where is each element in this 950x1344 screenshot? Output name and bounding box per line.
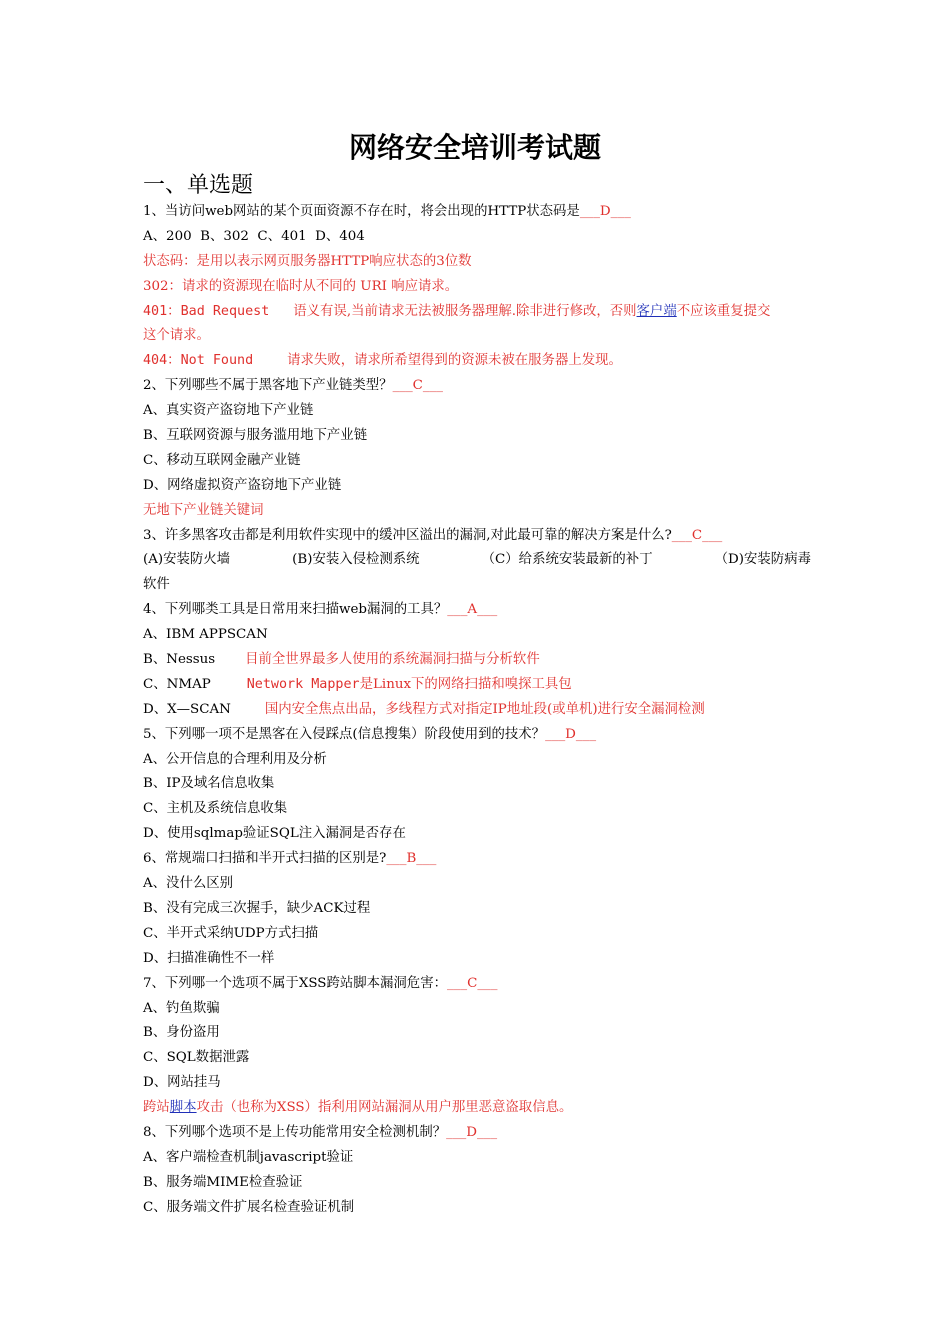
- q1-note-status: 状态码：是用以表示网页服务器HTTP响应状态的3位数: [143, 253, 472, 269]
- q1-note-401-tail: 不应该重复提交: [676, 303, 771, 319]
- q7-note-pre: 跨站: [143, 1100, 170, 1116]
- q6-option-b: B、没有完成三次握手，缺少ACK过程: [143, 900, 371, 916]
- q1-stem: [143, 200, 813, 225]
- script-link[interactable]: 脚本: [169, 1100, 197, 1116]
- q6-option-d: D、扫描准确性不一样: [143, 950, 275, 966]
- q2-option-a: A、真实资产盗窃地下产业链: [143, 403, 314, 419]
- q2-answer: C: [412, 378, 423, 394]
- q4-option-b-label: B、Nessus: [143, 652, 216, 668]
- q7-blank: ___C___: [446, 975, 498, 991]
- q1-stem-text: 1、当访问web网站的某个页面资源不存在时，将会出现的HTTP状态码是: [143, 204, 580, 219]
- q1-note-404-text: 请求失败，请求所希望得到的资源未被在服务器上发现。: [287, 353, 622, 369]
- document-title: 网络安全培训考试题: [348, 131, 601, 164]
- q2-option-c: C、移动互联网金融产业链: [143, 452, 301, 468]
- q4-option-d: [143, 698, 813, 723]
- q4-stem-text: 4、下列哪类工具是日常用来扫描web漏洞的工具？: [143, 602, 448, 618]
- q3-stem-text: 3、许多黑客攻击都是利用软件实现中的缓冲区溢出的漏洞,对此最可靠的解决方案是什么?: [143, 527, 672, 543]
- q8-option-a: A、客户端检查机制javascript验证: [143, 1149, 354, 1165]
- q3-blank: ___C___: [671, 527, 723, 543]
- q6-stem-text: 6、常规端口扫描和半开式扫描的区别是?: [143, 851, 387, 867]
- q8-blank: ___D___: [446, 1124, 498, 1140]
- q8-stem: [143, 1121, 813, 1146]
- q5-option-c: C、主机及系统信息收集: [143, 801, 288, 817]
- q5-option-d: D、使用sqlmap验证SQL注入漏洞是否存在: [143, 826, 406, 842]
- q7-option-d: D、网站挂马: [143, 1075, 221, 1091]
- q3-option-d-cont: 软件: [143, 577, 170, 593]
- q3-option-c: （C）给系统安装最新的补丁: [481, 552, 653, 568]
- q3-option-d: （D)安装防病毒: [714, 552, 811, 568]
- q8-stem-text: 8、下列哪个选项不是上传功能常用安全检测机制？: [143, 1124, 447, 1140]
- q7-note: [143, 1096, 813, 1121]
- q4-option-c-note: 是Linux下的网络扫描和嗅探工具包: [359, 676, 572, 692]
- q1-note-404: [143, 349, 813, 374]
- q1-note-302: 302：请求的资源现在临时从不同的 URI 响应请求。: [143, 278, 459, 294]
- q6-option-c: C、半开式采纳UDP方式扫描: [143, 925, 319, 941]
- q2-note: 无地下产业链关键词: [143, 502, 264, 518]
- q5-option-a: A、公开信息的合理利用及分析: [143, 751, 327, 767]
- q4-stem: [143, 598, 813, 623]
- q1-blank: ___D___: [579, 204, 631, 219]
- q5-option-b: B、IP及域名信息收集: [143, 776, 275, 792]
- q7-option-b: B、身份盗用: [143, 1025, 220, 1041]
- q7-stem: [143, 972, 813, 997]
- client-link[interactable]: 客户端: [636, 303, 677, 319]
- q4-option-c-note-code: Network Mapper: [246, 676, 360, 692]
- q2-stem: [143, 374, 813, 399]
- q1-note-401: [143, 300, 813, 325]
- q6-stem: [143, 847, 813, 872]
- q2-blank: ___C___: [392, 378, 443, 394]
- q5-blank: ___D___: [545, 726, 597, 742]
- q4-answer: A: [467, 602, 478, 618]
- q7-answer: C: [467, 975, 478, 991]
- q8-answer: D: [466, 1124, 477, 1140]
- q8-option-b: B、服务端MIME检查验证: [143, 1174, 303, 1190]
- q4-option-d-label: D、X—SCAN: [143, 701, 231, 717]
- q6-blank: ___B___: [386, 851, 437, 867]
- q4-blank: ___A___: [447, 602, 498, 618]
- q3-answer: C: [691, 527, 703, 543]
- q7-note-post: 攻击（也称为XSS）指利用网站漏洞从用户那里恶意盗取信息。: [196, 1100, 573, 1116]
- q8-option-c: C、服务端文件扩展名检查验证机制: [143, 1199, 355, 1215]
- q2-option-b: B、互联网资源与服务滥用地下产业链: [143, 428, 368, 444]
- q1-options: A、200 B、302 C、401 D、404: [143, 228, 365, 244]
- q6-option-a: A、没什么区别: [143, 876, 234, 892]
- q4-option-b-note: 目前全世界最多人使用的系统漏洞扫描与分析软件: [245, 652, 540, 668]
- q2-stem-text: 2、下列哪些不属于黑客地下产业链类型？: [143, 378, 393, 394]
- q4-option-c: [143, 673, 813, 698]
- q1-note-401-text: 语义有误,当前请求无法被服务器理解.除非进行修改，否则: [293, 303, 637, 319]
- q4-option-d-note: 国内安全焦点出品，多线程方式对指定IP地址段(或单机)进行安全漏洞检测: [264, 701, 705, 717]
- q4-option-b: [143, 648, 813, 673]
- q1-note-401-cont: 这个请求。: [143, 328, 210, 344]
- q1-answer: D: [599, 204, 611, 219]
- q3-stem: [143, 524, 813, 549]
- q5-answer: D: [565, 726, 576, 742]
- q5-stem-text: 5、下列哪一项不是黑客在入侵踩点(信息搜集）阶段使用到的技术？: [143, 726, 546, 742]
- q3-option-b: (B)安装入侵检测系统: [292, 552, 420, 568]
- q5-stem: [143, 723, 813, 748]
- q7-option-c: C、SQL数据泄露: [143, 1050, 250, 1066]
- q3-option-a: (A)安装防火墙: [143, 552, 231, 568]
- section-heading: 一、单选题: [143, 173, 254, 198]
- q1-note-404-code: 404：Not Found: [143, 353, 254, 369]
- q4-option-a: A、IBM APPSCAN: [143, 627, 268, 643]
- q7-stem-text: 7、下列哪一个选项不属于XSS跨站脚本漏洞危害：: [143, 975, 447, 991]
- q6-answer: B: [406, 851, 417, 867]
- question-list: [143, 200, 813, 1221]
- q7-option-a: A、钓鱼欺骗: [143, 1000, 220, 1016]
- q2-option-d: D、网络虚拟资产盗窃地下产业链: [143, 477, 342, 493]
- q3-options: [143, 548, 811, 573]
- q1-note-401-code: 401：Bad Request: [143, 303, 270, 319]
- q4-option-c-label: C、NMAP: [143, 676, 211, 692]
